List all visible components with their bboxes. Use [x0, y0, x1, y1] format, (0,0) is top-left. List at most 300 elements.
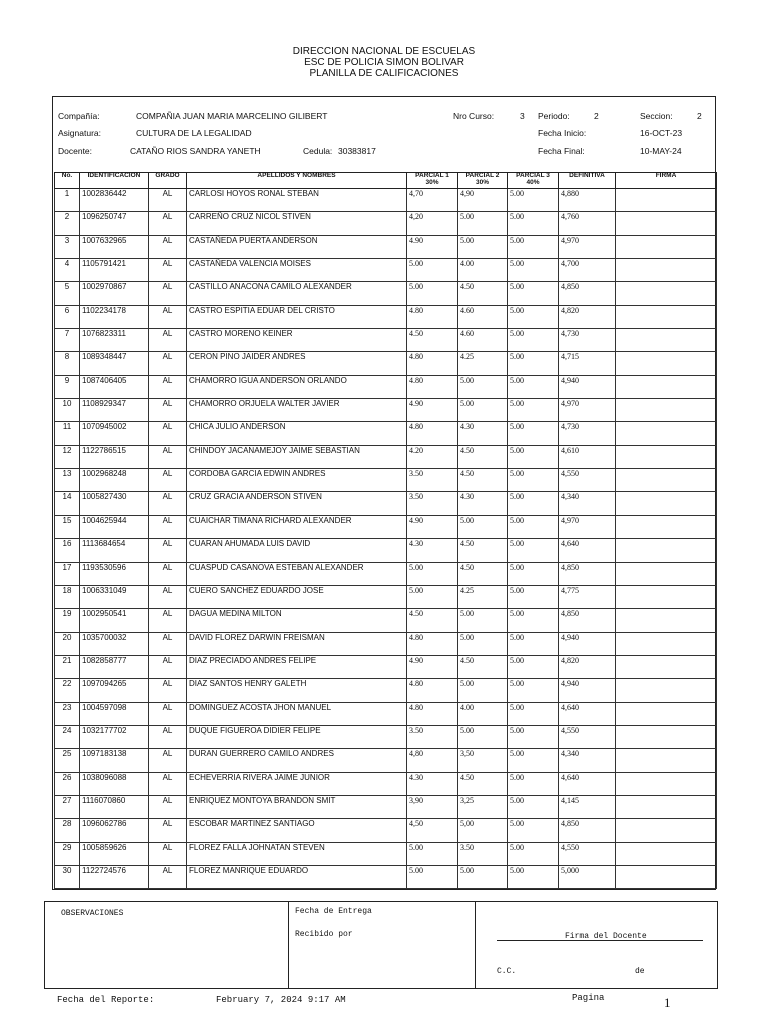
row-parcial-2: 5.00 [458, 609, 508, 632]
row-firma [616, 609, 717, 632]
fecha-inicio-label: Fecha Inicio: [538, 128, 587, 138]
row-identificacion: 1116070860 [80, 795, 149, 818]
row-grado: AL [149, 655, 187, 678]
row-firma [616, 842, 717, 865]
row-parcial-2: 5.00 [458, 515, 508, 538]
row-firma [616, 282, 717, 305]
row-nombre: FLOREZ FALLA JOHNATAN STEVEN [187, 842, 407, 865]
row-identificacion: 1105791421 [80, 259, 149, 282]
col-parcial-2-label: PARCIAL 2 [465, 172, 500, 179]
row-identificacion: 1193530596 [80, 562, 149, 585]
row-definitiva: 4,970 [559, 235, 616, 258]
row-definitiva: 5,000 [559, 865, 616, 888]
footer-box [44, 901, 718, 989]
row-nombre: CUERO SANCHEZ EDUARDO JOSE [187, 585, 407, 608]
row-number: 25 [55, 749, 80, 772]
row-parcial-2: 4.60 [458, 329, 508, 352]
row-identificacion: 1096250747 [80, 212, 149, 235]
table-row [55, 679, 717, 702]
table-row [55, 469, 717, 492]
table-row [55, 375, 717, 398]
row-parcial-3: 5.00 [508, 702, 559, 725]
row-grado: AL [149, 515, 187, 538]
table-row [55, 632, 717, 655]
fecha-final-label: Fecha Final: [538, 146, 585, 156]
row-parcial-1: 5.00 [407, 282, 458, 305]
row-grado: AL [149, 399, 187, 422]
row-number: 12 [55, 445, 80, 468]
table-row [55, 422, 717, 445]
table-row [55, 655, 717, 678]
row-parcial-2: 3,25 [458, 795, 508, 818]
fecha-inicio-value: 16-OCT-23 [640, 128, 683, 138]
docente-label: Docente: [58, 146, 93, 156]
table-row [55, 819, 717, 842]
row-parcial-1: 4,50 [407, 819, 458, 842]
col-firma: FIRMA [616, 173, 717, 189]
row-grado: AL [149, 842, 187, 865]
recibido-por-label: Recibido por [295, 930, 353, 939]
row-parcial-2: 4.50 [458, 282, 508, 305]
row-nombre: CHINDOY JACANAMEJOY JAIME SEBASTIAN [187, 445, 407, 468]
row-number: 8 [55, 352, 80, 375]
row-nombre: FLOREZ MANRIQUE EDUARDO [187, 865, 407, 888]
col-nombres: APELLIDOS Y NOMBRES [187, 173, 407, 189]
row-definitiva: 4,940 [559, 632, 616, 655]
table-row [55, 212, 717, 235]
row-number: 19 [55, 609, 80, 632]
row-nombre: CARREÑO CRUZ NICOL STIVEN [187, 212, 407, 235]
col-definitiva: DEFINITIVA [559, 173, 616, 189]
table-row [55, 352, 717, 375]
row-nombre: CARLOSI HOYOS RONAL STEBAN [187, 189, 407, 212]
row-parcial-1: 5.00 [407, 259, 458, 282]
row-parcial-1: 4,70 [407, 189, 458, 212]
row-definitiva: 4,730 [559, 422, 616, 445]
row-parcial-2: 4.25 [458, 585, 508, 608]
row-grado: AL [149, 212, 187, 235]
col-no: No. [55, 173, 80, 189]
row-definitiva: 4,550 [559, 842, 616, 865]
table-row [55, 515, 717, 538]
row-parcial-3: 5.00 [508, 399, 559, 422]
row-definitiva: 4,970 [559, 515, 616, 538]
fecha-entrega-label: Fecha de Entrega [295, 907, 372, 916]
row-nombre: CUARAN AHUMADA LUIS DAVID [187, 539, 407, 562]
row-parcial-1: 4.90 [407, 515, 458, 538]
table-header-row [55, 173, 717, 189]
row-identificacion: 1002970867 [80, 282, 149, 305]
row-identificacion: 1070945002 [80, 422, 149, 445]
row-parcial-3: 5.00 [508, 749, 559, 772]
row-firma [616, 375, 717, 398]
row-number: 5 [55, 282, 80, 305]
row-number: 22 [55, 679, 80, 702]
row-definitiva: 4,700 [559, 259, 616, 282]
row-grado: AL [149, 795, 187, 818]
row-definitiva: 4,640 [559, 539, 616, 562]
row-firma [616, 259, 717, 282]
col-grado: GRADO [149, 173, 187, 189]
row-parcial-3: 5.00 [508, 189, 559, 212]
row-firma [616, 189, 717, 212]
row-parcial-3: 5.00 [508, 772, 559, 795]
row-parcial-3: 5.00 [508, 819, 559, 842]
row-nombre: ENRIQUEZ MONTOYA BRANDON SMIT [187, 795, 407, 818]
periodo-label: Periodo: [538, 111, 570, 121]
row-parcial-3: 5.00 [508, 445, 559, 468]
table-row [55, 399, 717, 422]
row-number: 3 [55, 235, 80, 258]
compania-label: Compañía: [58, 111, 100, 121]
row-identificacion: 1002968248 [80, 469, 149, 492]
row-parcial-2: 5.00 [458, 399, 508, 422]
row-parcial-3: 5.00 [508, 422, 559, 445]
row-parcial-3: 5.00 [508, 329, 559, 352]
row-number: 18 [55, 585, 80, 608]
row-definitiva: 4,820 [559, 655, 616, 678]
col-parcial-1-label: PARCIAL 1 [415, 172, 449, 179]
row-firma [616, 539, 717, 562]
row-grado: AL [149, 445, 187, 468]
row-identificacion: 1007632965 [80, 235, 149, 258]
row-parcial-1: 4.90 [407, 655, 458, 678]
row-parcial-3: 5.00 [508, 585, 559, 608]
row-definitiva: 4,640 [559, 772, 616, 795]
row-parcial-1: 3,90 [407, 795, 458, 818]
row-grado: AL [149, 352, 187, 375]
row-parcial-2: 4.50 [458, 445, 508, 468]
row-number: 2 [55, 212, 80, 235]
row-identificacion: 1082858777 [80, 655, 149, 678]
row-parcial-2: 4.50 [458, 655, 508, 678]
row-parcial-3: 5.00 [508, 632, 559, 655]
row-parcial-2: 4.00 [458, 702, 508, 725]
col-parcial-3-label: PARCIAL 3 [516, 172, 550, 179]
row-identificacion: 1122724576 [80, 865, 149, 888]
row-parcial-2: 4,90 [458, 189, 508, 212]
row-definitiva: 4,850 [559, 819, 616, 842]
seccion-value: 2 [697, 111, 702, 121]
pagina-label: Pagina [572, 993, 605, 1003]
row-firma [616, 445, 717, 468]
row-nombre: DIAZ SANTOS HENRY GALETH [187, 679, 407, 702]
document-header [0, 46, 768, 79]
row-grado: AL [149, 585, 187, 608]
table-row [55, 842, 717, 865]
row-parcial-2: 4.50 [458, 469, 508, 492]
footer-divider-2 [475, 902, 476, 988]
row-firma [616, 679, 717, 702]
row-parcial-1: 5.00 [407, 585, 458, 608]
header-line-2: ESC DE POLICIA SIMON BOLIVAR [304, 57, 464, 68]
row-nombre: ESCOBAR MARTINEZ SANTIAGO [187, 819, 407, 842]
row-firma [616, 492, 717, 515]
row-parcial-2: 5.00 [458, 235, 508, 258]
row-grado: AL [149, 539, 187, 562]
row-identificacion: 1087406405 [80, 375, 149, 398]
grades-table [54, 172, 717, 889]
fecha-reporte-value: February 7, 2024 9:17 AM [216, 995, 346, 1005]
row-parcial-3: 5.00 [508, 795, 559, 818]
row-number: 23 [55, 702, 80, 725]
row-nombre: CHAMORRO ORJUELA WALTER JAVIER [187, 399, 407, 422]
row-parcial-3: 5.00 [508, 259, 559, 282]
firma-docente-label: Firma del Docente [565, 932, 647, 941]
row-parcial-2: 4.50 [458, 772, 508, 795]
row-parcial-2: 4.00 [458, 259, 508, 282]
row-identificacion: 1076823311 [80, 329, 149, 352]
row-number: 24 [55, 725, 80, 748]
row-parcial-3: 5.00 [508, 609, 559, 632]
row-parcial-2: 4.60 [458, 305, 508, 328]
row-parcial-1: 3.50 [407, 469, 458, 492]
row-parcial-2: 5.00 [458, 212, 508, 235]
row-firma [616, 772, 717, 795]
row-number: 16 [55, 539, 80, 562]
row-identificacion: 1089348447 [80, 352, 149, 375]
row-grado: AL [149, 725, 187, 748]
table-row [55, 189, 717, 212]
row-grado: AL [149, 329, 187, 352]
row-parcial-3: 5.00 [508, 842, 559, 865]
footer-divider-1 [288, 902, 289, 988]
row-identificacion: 1038096088 [80, 772, 149, 795]
row-number: 1 [55, 189, 80, 212]
table-row [55, 702, 717, 725]
row-identificacion: 1004597098 [80, 702, 149, 725]
row-definitiva: 4,760 [559, 212, 616, 235]
row-identificacion: 1122786515 [80, 445, 149, 468]
row-parcial-2: 5.00 [458, 679, 508, 702]
row-firma [616, 632, 717, 655]
row-parcial-2: 5.00 [458, 865, 508, 888]
row-grado: AL [149, 609, 187, 632]
row-definitiva: 4,640 [559, 702, 616, 725]
row-firma [616, 795, 717, 818]
row-parcial-1: 4,80 [407, 749, 458, 772]
row-parcial-2: 5.00 [458, 632, 508, 655]
row-identificacion: 1005827430 [80, 492, 149, 515]
row-grado: AL [149, 375, 187, 398]
table-row [55, 305, 717, 328]
row-identificacion: 1113684654 [80, 539, 149, 562]
row-grado: AL [149, 189, 187, 212]
row-parcial-1: 4.50 [407, 609, 458, 632]
row-number: 29 [55, 842, 80, 865]
row-number: 17 [55, 562, 80, 585]
row-definitiva: 4,730 [559, 329, 616, 352]
row-firma [616, 655, 717, 678]
row-identificacion: 1096062786 [80, 819, 149, 842]
row-firma [616, 305, 717, 328]
row-parcial-2: 3.50 [458, 842, 508, 865]
row-parcial-1: 3.50 [407, 725, 458, 748]
row-number: 26 [55, 772, 80, 795]
row-nombre: CHICA JULIO ANDERSON [187, 422, 407, 445]
row-parcial-1: 4.80 [407, 375, 458, 398]
row-firma [616, 212, 717, 235]
row-number: 21 [55, 655, 80, 678]
row-parcial-2: 5.00 [458, 725, 508, 748]
row-parcial-2: 4.30 [458, 422, 508, 445]
row-number: 9 [55, 375, 80, 398]
row-grado: AL [149, 282, 187, 305]
row-identificacion: 1032177702 [80, 725, 149, 748]
compania-value: COMPAÑIA JUAN MARIA MARCELINO GILIBERT [136, 111, 328, 121]
row-parcial-3: 5.00 [508, 515, 559, 538]
table-row [55, 235, 717, 258]
row-grado: AL [149, 702, 187, 725]
row-parcial-3: 5.00 [508, 212, 559, 235]
row-parcial-1: 4.90 [407, 235, 458, 258]
row-identificacion: 1097094265 [80, 679, 149, 702]
row-firma [616, 702, 717, 725]
row-firma [616, 329, 717, 352]
row-nombre: DIAZ PRECIADO ANDRES FELIPE [187, 655, 407, 678]
row-identificacion: 1097183138 [80, 749, 149, 772]
row-grado: AL [149, 422, 187, 445]
row-parcial-1: 4.50 [407, 329, 458, 352]
row-number: 15 [55, 515, 80, 538]
row-parcial-1: 4.80 [407, 352, 458, 375]
table-row [55, 795, 717, 818]
row-definitiva: 4,775 [559, 585, 616, 608]
row-definitiva: 4,850 [559, 609, 616, 632]
fecha-final-value: 10-MAY-24 [640, 146, 682, 156]
row-firma [616, 749, 717, 772]
row-definitiva: 4,940 [559, 679, 616, 702]
row-grado: AL [149, 749, 187, 772]
row-identificacion: 1005859626 [80, 842, 149, 865]
row-parcial-1: 4.80 [407, 679, 458, 702]
row-identificacion: 1004625944 [80, 515, 149, 538]
row-nombre: CUAICHAR TIMANA RICHARD ALEXANDER [187, 515, 407, 538]
col-parcial-2 [458, 173, 508, 189]
observaciones-label: OBSERVACIONES [61, 909, 124, 918]
row-identificacion: 1108929347 [80, 399, 149, 422]
row-number: 30 [55, 865, 80, 888]
row-parcial-1: 5.00 [407, 865, 458, 888]
table-row [55, 585, 717, 608]
table-row [55, 772, 717, 795]
row-number: 4 [55, 259, 80, 282]
row-definitiva: 4,970 [559, 399, 616, 422]
table-row [55, 865, 717, 888]
row-parcial-1: 4.80 [407, 702, 458, 725]
row-definitiva: 4,880 [559, 189, 616, 212]
curso-value: 3 [520, 111, 525, 121]
row-parcial-2: 5,00 [458, 819, 508, 842]
row-firma [616, 819, 717, 842]
asignatura-label: Asignatura: [58, 128, 101, 138]
cedula-value: 30383817 [338, 146, 376, 156]
row-parcial-1: 4,20 [407, 212, 458, 235]
row-grado: AL [149, 819, 187, 842]
row-parcial-2: 4.50 [458, 539, 508, 562]
table-row [55, 749, 717, 772]
pagina-value: 1 [664, 995, 671, 1010]
row-parcial-1: 4.30 [407, 539, 458, 562]
row-nombre: CASTAÑEDA VALENCIA MOISES [187, 259, 407, 282]
row-firma [616, 469, 717, 492]
table-row [55, 282, 717, 305]
row-parcial-3: 5.00 [508, 375, 559, 398]
row-firma [616, 399, 717, 422]
row-definitiva: 4,550 [559, 469, 616, 492]
row-parcial-1: 4.80 [407, 305, 458, 328]
row-parcial-2: 4.25 [458, 352, 508, 375]
row-nombre: CASTILLO ANACONA CAMILO ALEXANDER [187, 282, 407, 305]
row-parcial-1: 5.00 [407, 562, 458, 585]
row-parcial-2: 5.00 [458, 375, 508, 398]
row-definitiva: 4,850 [559, 282, 616, 305]
row-nombre: DUQUE FIGUEROA DIDIER FELIPE [187, 725, 407, 748]
cedula-label: Cedula: [303, 146, 333, 156]
row-definitiva: 4,610 [559, 445, 616, 468]
row-number: 6 [55, 305, 80, 328]
row-parcial-3: 5.00 [508, 492, 559, 515]
row-definitiva: 4,340 [559, 749, 616, 772]
header-line-1: DIRECCION NACIONAL DE ESCUELAS [292, 46, 476, 57]
cc-label: C.C. [497, 967, 517, 976]
table-row [55, 445, 717, 468]
row-number: 10 [55, 399, 80, 422]
row-parcial-3: 5.00 [508, 352, 559, 375]
row-parcial-3: 5.00 [508, 655, 559, 678]
row-nombre: ECHEVERRIA RIVERA JAIME JUNIOR [187, 772, 407, 795]
row-number: 20 [55, 632, 80, 655]
row-grado: AL [149, 772, 187, 795]
col-parcial-1 [407, 173, 458, 189]
row-nombre: DAGUA MEDINA MILTON [187, 609, 407, 632]
col-parcial-2-weight: 30% [475, 178, 489, 186]
seccion-label: Seccion: [640, 111, 673, 121]
table-row [55, 329, 717, 352]
row-parcial-1: 4.90 [407, 399, 458, 422]
row-parcial-3: 5.00 [508, 562, 559, 585]
row-grado: AL [149, 632, 187, 655]
table-row [55, 259, 717, 282]
row-grado: AL [149, 562, 187, 585]
row-parcial-1: 4.20 [407, 445, 458, 468]
row-firma [616, 585, 717, 608]
row-parcial-3: 5.00 [508, 469, 559, 492]
row-parcial-3: 5.00 [508, 679, 559, 702]
row-firma [616, 515, 717, 538]
row-identificacion: 1102234178 [80, 305, 149, 328]
row-parcial-1: 4.30 [407, 772, 458, 795]
row-parcial-1: 3.50 [407, 492, 458, 515]
de-label: de [635, 967, 645, 976]
row-firma [616, 865, 717, 888]
row-identificacion: 1002836442 [80, 189, 149, 212]
row-definitiva: 4,715 [559, 352, 616, 375]
row-nombre: DOMINGUEZ ACOSTA JHON MANUEL [187, 702, 407, 725]
col-parcial-1-weight: 30% [425, 178, 439, 186]
row-identificacion: 1002950541 [80, 609, 149, 632]
row-firma [616, 352, 717, 375]
asignatura-value: CULTURA DE LA LEGALIDAD [136, 128, 252, 138]
row-parcial-2: 4.30 [458, 492, 508, 515]
row-number: 13 [55, 469, 80, 492]
row-parcial-1: 5.00 [407, 842, 458, 865]
table-row [55, 492, 717, 515]
row-grado: AL [149, 679, 187, 702]
row-parcial-2: 3,50 [458, 749, 508, 772]
row-grado: AL [149, 235, 187, 258]
row-nombre: CASTAÑEDA PUERTA ANDERSON [187, 235, 407, 258]
